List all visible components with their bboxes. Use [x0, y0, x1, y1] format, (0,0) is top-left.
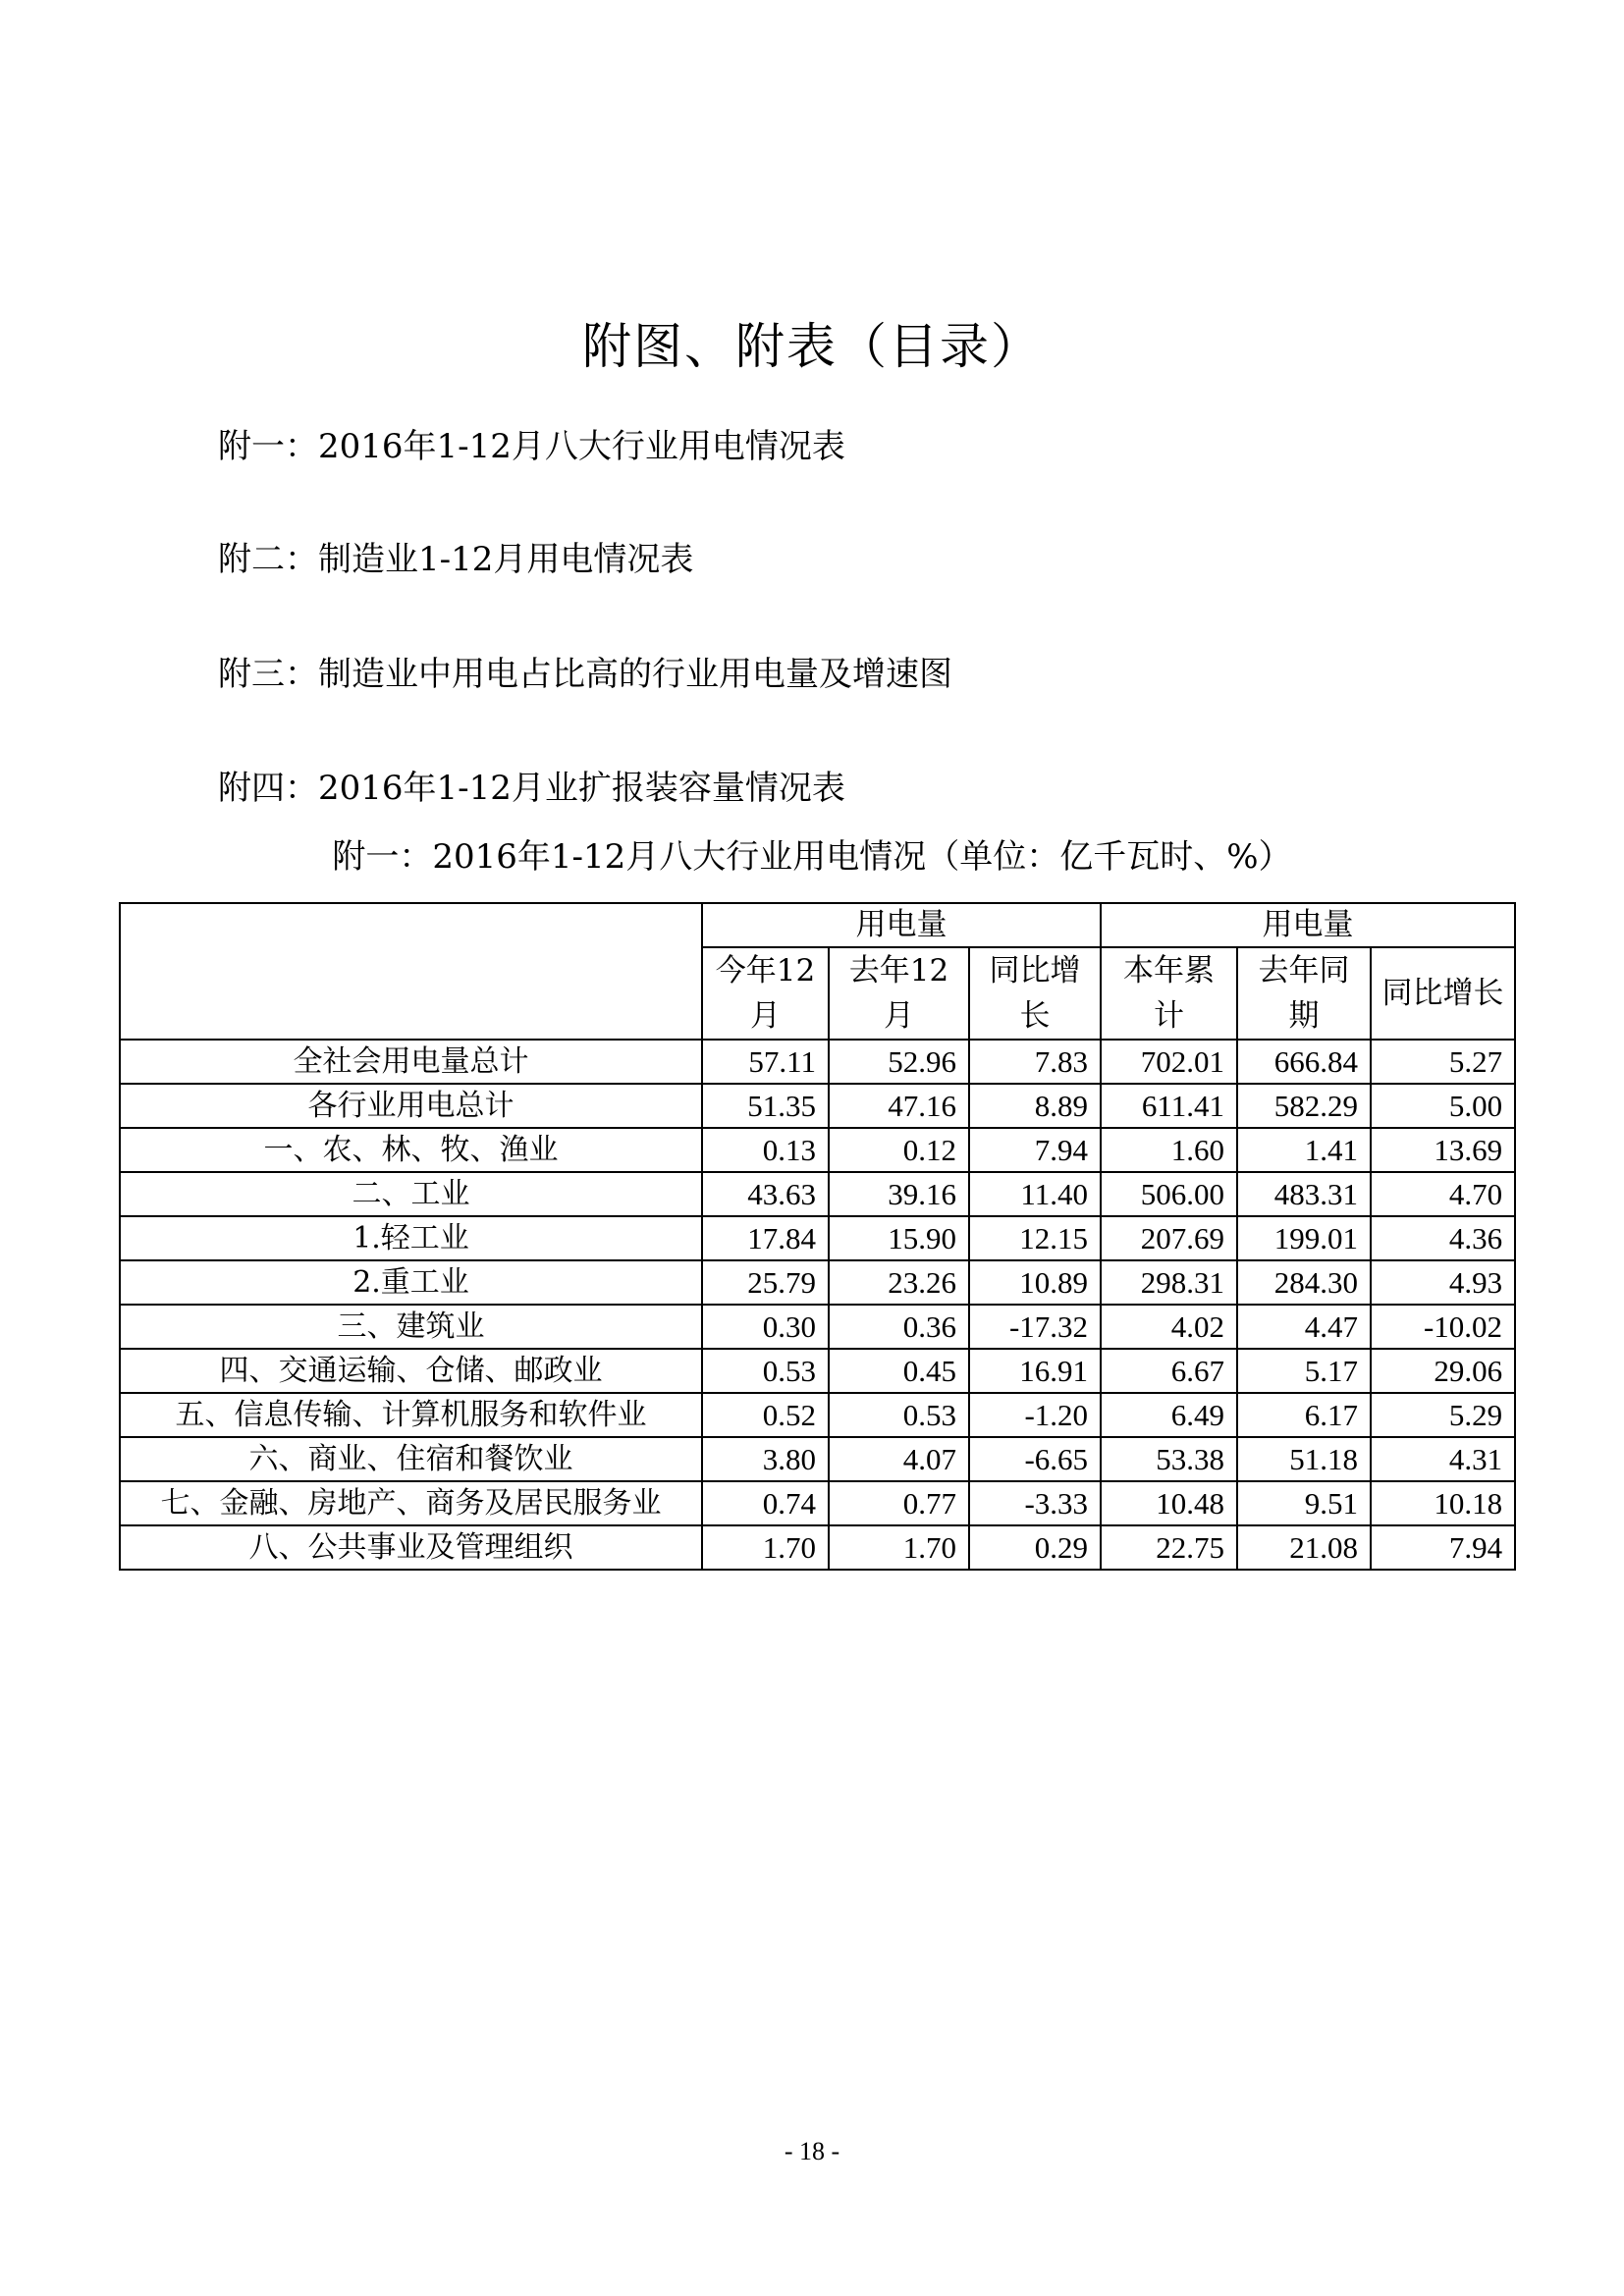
value-cell: 1.60	[1101, 1128, 1237, 1172]
value-cell: 5.27	[1371, 1040, 1515, 1084]
value-cell: 0.74	[702, 1481, 829, 1525]
row-label: 一、农、林、牧、渔业	[120, 1128, 702, 1172]
value-cell: 52.96	[829, 1040, 969, 1084]
value-cell: 7.94	[969, 1128, 1101, 1172]
value-cell: 10.89	[969, 1260, 1101, 1305]
value-cell: 51.35	[702, 1084, 829, 1128]
sub-header-cell: 本年累计	[1101, 947, 1237, 1040]
row-label: 七、金融、房地产、商务及居民服务业	[120, 1481, 702, 1525]
value-cell: -10.02	[1371, 1305, 1515, 1349]
value-cell: 11.40	[969, 1172, 1101, 1216]
value-cell: 12.15	[969, 1216, 1101, 1260]
value-cell: 298.31	[1101, 1260, 1237, 1305]
value-cell: 0.36	[829, 1305, 969, 1349]
value-cell: 0.52	[702, 1393, 829, 1437]
value-cell: 0.53	[829, 1393, 969, 1437]
table-row	[120, 1437, 1515, 1481]
row-label: 2.重工业	[120, 1260, 702, 1305]
sub-header-cell: 去年12月	[829, 947, 969, 1040]
industry-electricity-table	[119, 902, 1516, 1571]
toc-item: 附一：2016年1-12月八大行业用电情况表	[218, 427, 845, 466]
table-row	[120, 1260, 1515, 1305]
value-cell: 25.79	[702, 1260, 829, 1305]
table-corner-cell	[120, 903, 702, 1040]
value-cell: 483.31	[1237, 1172, 1371, 1216]
value-cell: 5.29	[1371, 1393, 1515, 1437]
value-cell: 23.26	[829, 1260, 969, 1305]
table-row	[120, 1216, 1515, 1260]
table-caption-unit: （单位：亿千瓦时、%）	[926, 837, 1292, 877]
table-body	[120, 1040, 1515, 1570]
value-cell: 611.41	[1101, 1084, 1237, 1128]
row-label: 六、商业、住宿和餐饮业	[120, 1437, 702, 1481]
value-cell: 6.67	[1101, 1349, 1237, 1393]
value-cell: 13.69	[1371, 1128, 1515, 1172]
value-cell: 43.63	[702, 1172, 829, 1216]
value-cell: 5.00	[1371, 1084, 1515, 1128]
value-cell: 0.13	[702, 1128, 829, 1172]
value-cell: 207.69	[1101, 1216, 1237, 1260]
row-label: 八、公共事业及管理组织	[120, 1525, 702, 1570]
page-title: 附图、附表（目录）	[582, 318, 1042, 375]
value-cell: 1.70	[829, 1525, 969, 1570]
value-cell: 582.29	[1237, 1084, 1371, 1128]
value-cell: 47.16	[829, 1084, 969, 1128]
table-row	[120, 1128, 1515, 1172]
value-cell: -6.65	[969, 1437, 1101, 1481]
sub-header-cell: 同比增长	[1371, 947, 1515, 1040]
value-cell: 10.18	[1371, 1481, 1515, 1525]
value-cell: 4.07	[829, 1437, 969, 1481]
value-cell: 16.91	[969, 1349, 1101, 1393]
value-cell: 1.70	[702, 1525, 829, 1570]
table-caption-title: 附一：2016年1-12月八大行业用电情况	[332, 837, 927, 877]
value-cell: 39.16	[829, 1172, 969, 1216]
value-cell: 3.80	[702, 1437, 829, 1481]
value-cell: 4.02	[1101, 1305, 1237, 1349]
value-cell: 9.51	[1237, 1481, 1371, 1525]
row-label: 二、工业	[120, 1172, 702, 1216]
row-label: 1.轻工业	[120, 1216, 702, 1260]
value-cell: 0.29	[969, 1525, 1101, 1570]
value-cell: 21.08	[1237, 1525, 1371, 1570]
value-cell: 22.75	[1101, 1525, 1237, 1570]
value-cell: 506.00	[1101, 1172, 1237, 1216]
row-label: 各行业用电总计	[120, 1084, 702, 1128]
table-row	[120, 1305, 1515, 1349]
value-cell: 51.18	[1237, 1437, 1371, 1481]
table-row	[120, 1084, 1515, 1128]
value-cell: 4.31	[1371, 1437, 1515, 1481]
value-cell: 4.93	[1371, 1260, 1515, 1305]
group-header-cumulative: 用电量	[1101, 903, 1515, 947]
table-row	[120, 1040, 1515, 1084]
row-label: 四、交通运输、仓储、邮政业	[120, 1349, 702, 1393]
table-row	[120, 1525, 1515, 1570]
value-cell: 4.47	[1237, 1305, 1371, 1349]
sub-header-cell: 今年12月	[702, 947, 829, 1040]
value-cell: 702.01	[1101, 1040, 1237, 1084]
value-cell: 5.17	[1237, 1349, 1371, 1393]
value-cell: 7.94	[1371, 1525, 1515, 1570]
value-cell: 29.06	[1371, 1349, 1515, 1393]
toc-item: 附三：制造业中用电占比高的行业用电量及增速图	[218, 655, 952, 694]
row-label: 五、信息传输、计算机服务和软件业	[120, 1393, 702, 1437]
value-cell: -1.20	[969, 1393, 1101, 1437]
value-cell: 17.84	[702, 1216, 829, 1260]
value-cell: 8.89	[969, 1084, 1101, 1128]
table-row	[120, 1481, 1515, 1525]
value-cell: -3.33	[969, 1481, 1101, 1525]
value-cell: 4.36	[1371, 1216, 1515, 1260]
value-cell: 284.30	[1237, 1260, 1371, 1305]
value-cell: 666.84	[1237, 1040, 1371, 1084]
value-cell: 57.11	[702, 1040, 829, 1084]
table-caption	[0, 832, 1624, 881]
value-cell: 7.83	[969, 1040, 1101, 1084]
table-row	[120, 1393, 1515, 1437]
value-cell: 0.12	[829, 1128, 969, 1172]
value-cell: -17.32	[969, 1305, 1101, 1349]
value-cell: 0.53	[702, 1349, 829, 1393]
value-cell: 10.48	[1101, 1481, 1237, 1525]
value-cell: 199.01	[1237, 1216, 1371, 1260]
page-number: - 18 -	[784, 2137, 840, 2165]
table-group-header-row	[120, 903, 1515, 947]
sub-header-cell: 去年同期	[1237, 947, 1371, 1040]
value-cell: 6.49	[1101, 1393, 1237, 1437]
value-cell: 15.90	[829, 1216, 969, 1260]
table-of-contents	[218, 422, 952, 878]
table-row	[120, 1349, 1515, 1393]
value-cell: 0.30	[702, 1305, 829, 1349]
value-cell: 4.70	[1371, 1172, 1515, 1216]
toc-item: 附二：制造业1-12月用电情况表	[218, 540, 694, 579]
value-cell: 0.45	[829, 1349, 969, 1393]
row-label: 全社会用电量总计	[120, 1040, 702, 1084]
value-cell: 53.38	[1101, 1437, 1237, 1481]
group-header-monthly: 用电量	[702, 903, 1101, 947]
value-cell: 1.41	[1237, 1128, 1371, 1172]
table-row	[120, 1172, 1515, 1216]
row-label: 三、建筑业	[120, 1305, 702, 1349]
value-cell: 6.17	[1237, 1393, 1371, 1437]
toc-item: 附四：2016年1-12月业扩报装容量情况表	[218, 769, 845, 808]
value-cell: 0.77	[829, 1481, 969, 1525]
sub-header-cell: 同比增长	[969, 947, 1101, 1040]
